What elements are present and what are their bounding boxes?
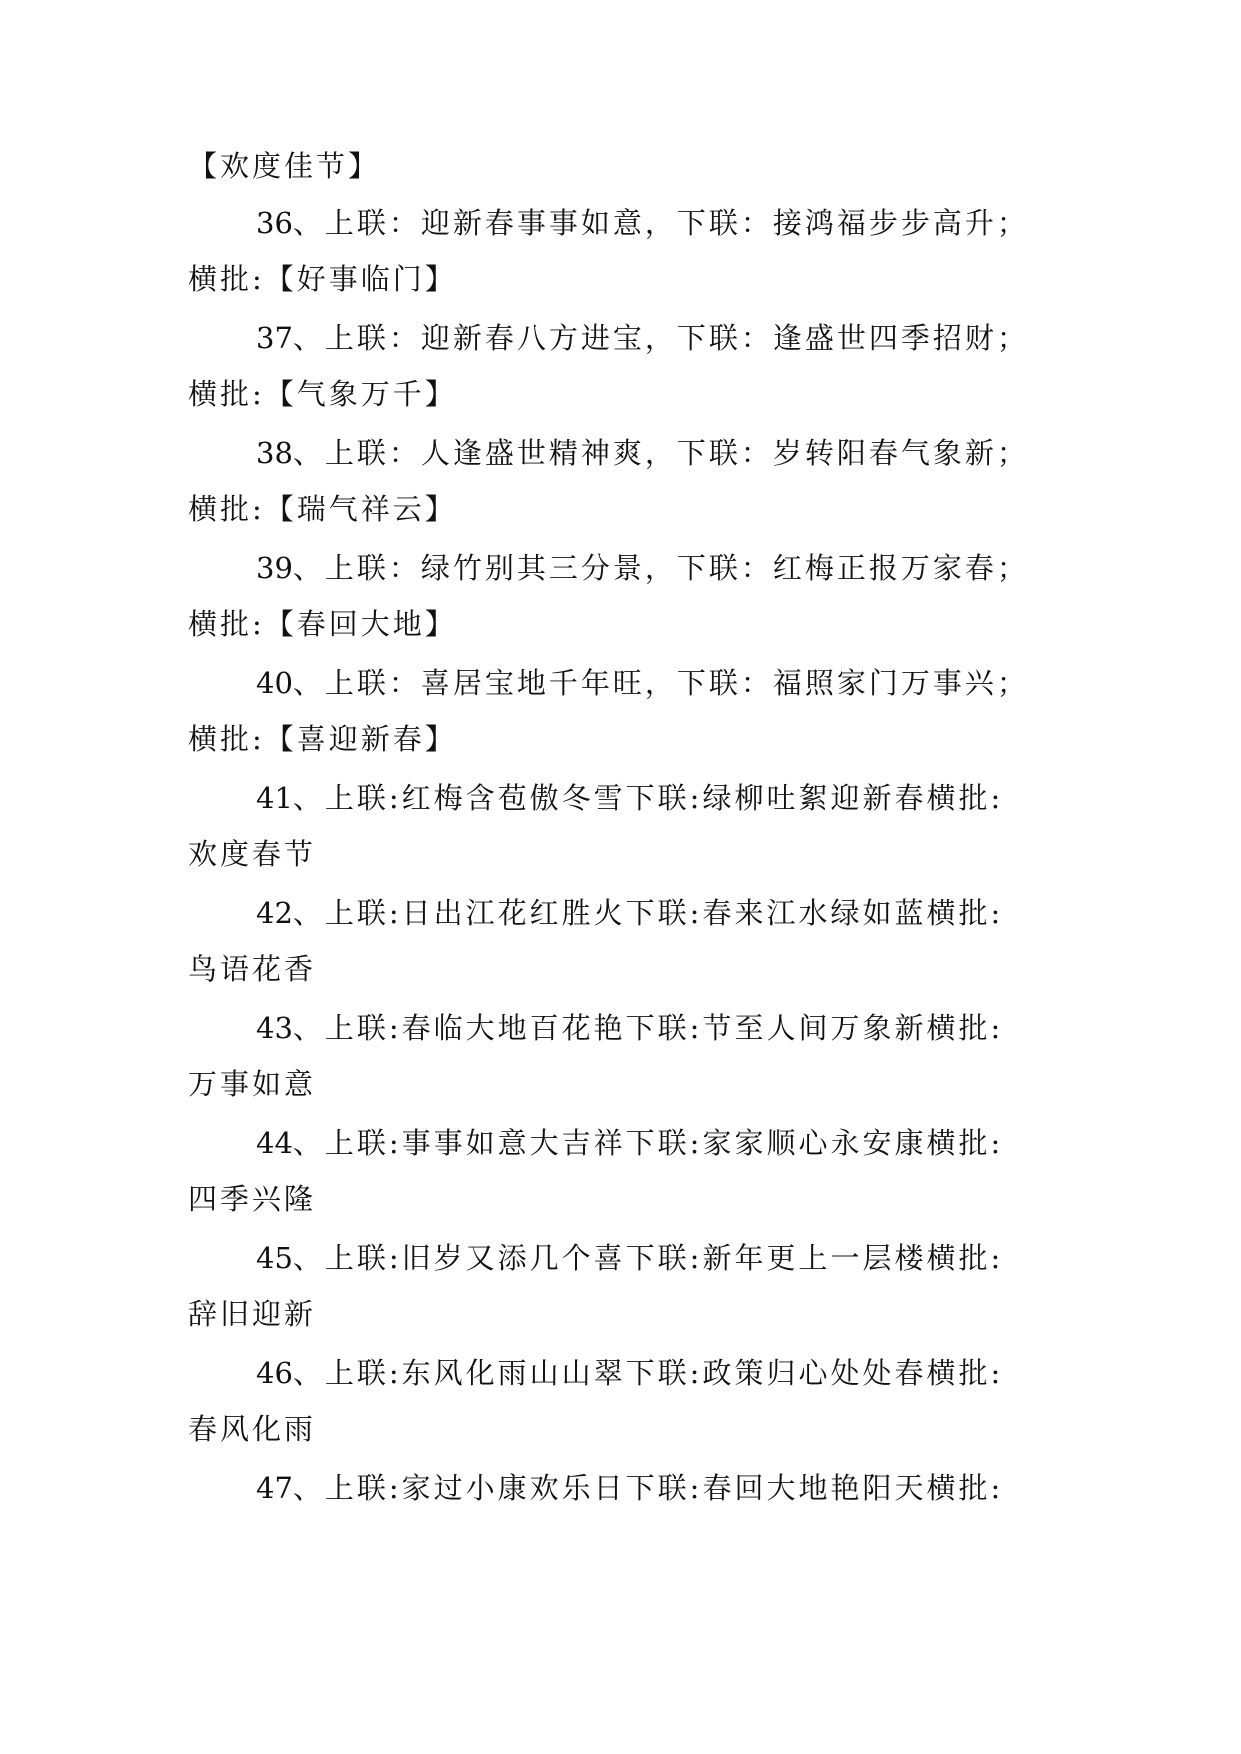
couplet-line [256,1008,1003,1048]
couplet-continuation: 万事如意 [188,1067,317,1101]
couplet-number: 39 [256,551,293,585]
couplet-number: 36 [256,206,293,240]
couplet-continuation: 鸟语花香 [188,952,317,986]
couplet-line [256,548,1029,588]
couplet-continuation: 四季兴隆 [188,1182,317,1216]
couplet-number: 43 [256,1011,293,1045]
couplet-continuation: 欢度春节 [188,837,317,871]
couplet-continuation: 横批:【喜迎新春】 [188,722,457,756]
couplet-continuation: 横批:【好事临门】 [188,262,457,296]
couplet-text: 、上联：迎新春事事如意，下联：接鸿福步步高升； [292,206,1029,240]
couplet-line [256,663,1029,703]
couplet-continuation: 横批:【春回大地】 [188,607,457,641]
couplet-number: 46 [256,1356,293,1390]
couplet-line [256,1468,1003,1508]
couplet-line [256,1123,1003,1163]
couplet-line [256,433,1029,473]
couplet-text: 、上联：绿竹别其三分景，下联：红梅正报万家春； [292,551,1029,585]
couplet-number: 42 [256,896,293,930]
couplet-number: 47 [256,1471,293,1505]
couplet-number: 38 [256,436,293,470]
couplet-text: 、上联：人逢盛世精神爽，下联：岁转阳春气象新； [292,436,1029,470]
couplet-line [256,203,1029,243]
couplet-continuation: 横批:【瑞气祥云】 [188,492,457,526]
couplet-continuation: 春风化雨 [188,1412,317,1446]
couplet-text: 、上联：迎新春八方进宝，下联：逢盛世四季招财； [292,321,1029,355]
couplet-number: 37 [256,321,293,355]
couplet-text: 、上联:家过小康欢乐日下联:春回大地艳阳天横批: [292,1471,1004,1505]
couplet-number: 44 [256,1126,293,1160]
couplet-text: 、上联:东风化雨山山翠下联:政策归心处处春横批: [292,1356,1004,1390]
couplet-number: 45 [256,1241,293,1275]
couplet-line [256,1353,1003,1393]
couplet-continuation: 横批:【气象万千】 [188,377,457,411]
couplet-line [256,1238,1003,1278]
couplet-line [256,778,1003,818]
couplet-text: 、上联:春临大地百花艳下联:节至人间万象新横批: [292,1011,1004,1045]
couplet-line [256,318,1029,358]
couplet-text: 、上联:旧岁又添几个喜下联:新年更上一层楼横批: [292,1241,1004,1275]
couplet-number: 41 [256,781,293,815]
section-heading: 【欢度佳节】 [188,149,381,183]
couplet-line [256,893,1003,933]
couplet-text: 、上联:红梅含苞傲冬雪下联:绿柳吐絮迎新春横批: [292,781,1004,815]
couplet-number: 40 [256,666,293,700]
couplet-continuation: 辞旧迎新 [188,1297,317,1331]
couplet-text: 、上联：喜居宝地千年旺，下联：福照家门万事兴； [292,666,1029,700]
couplet-text: 、上联:事事如意大吉祥下联:家家顺心永安康横批: [292,1126,1004,1160]
couplet-text: 、上联:日出江花红胜火下联:春来江水绿如蓝横批: [292,896,1004,930]
